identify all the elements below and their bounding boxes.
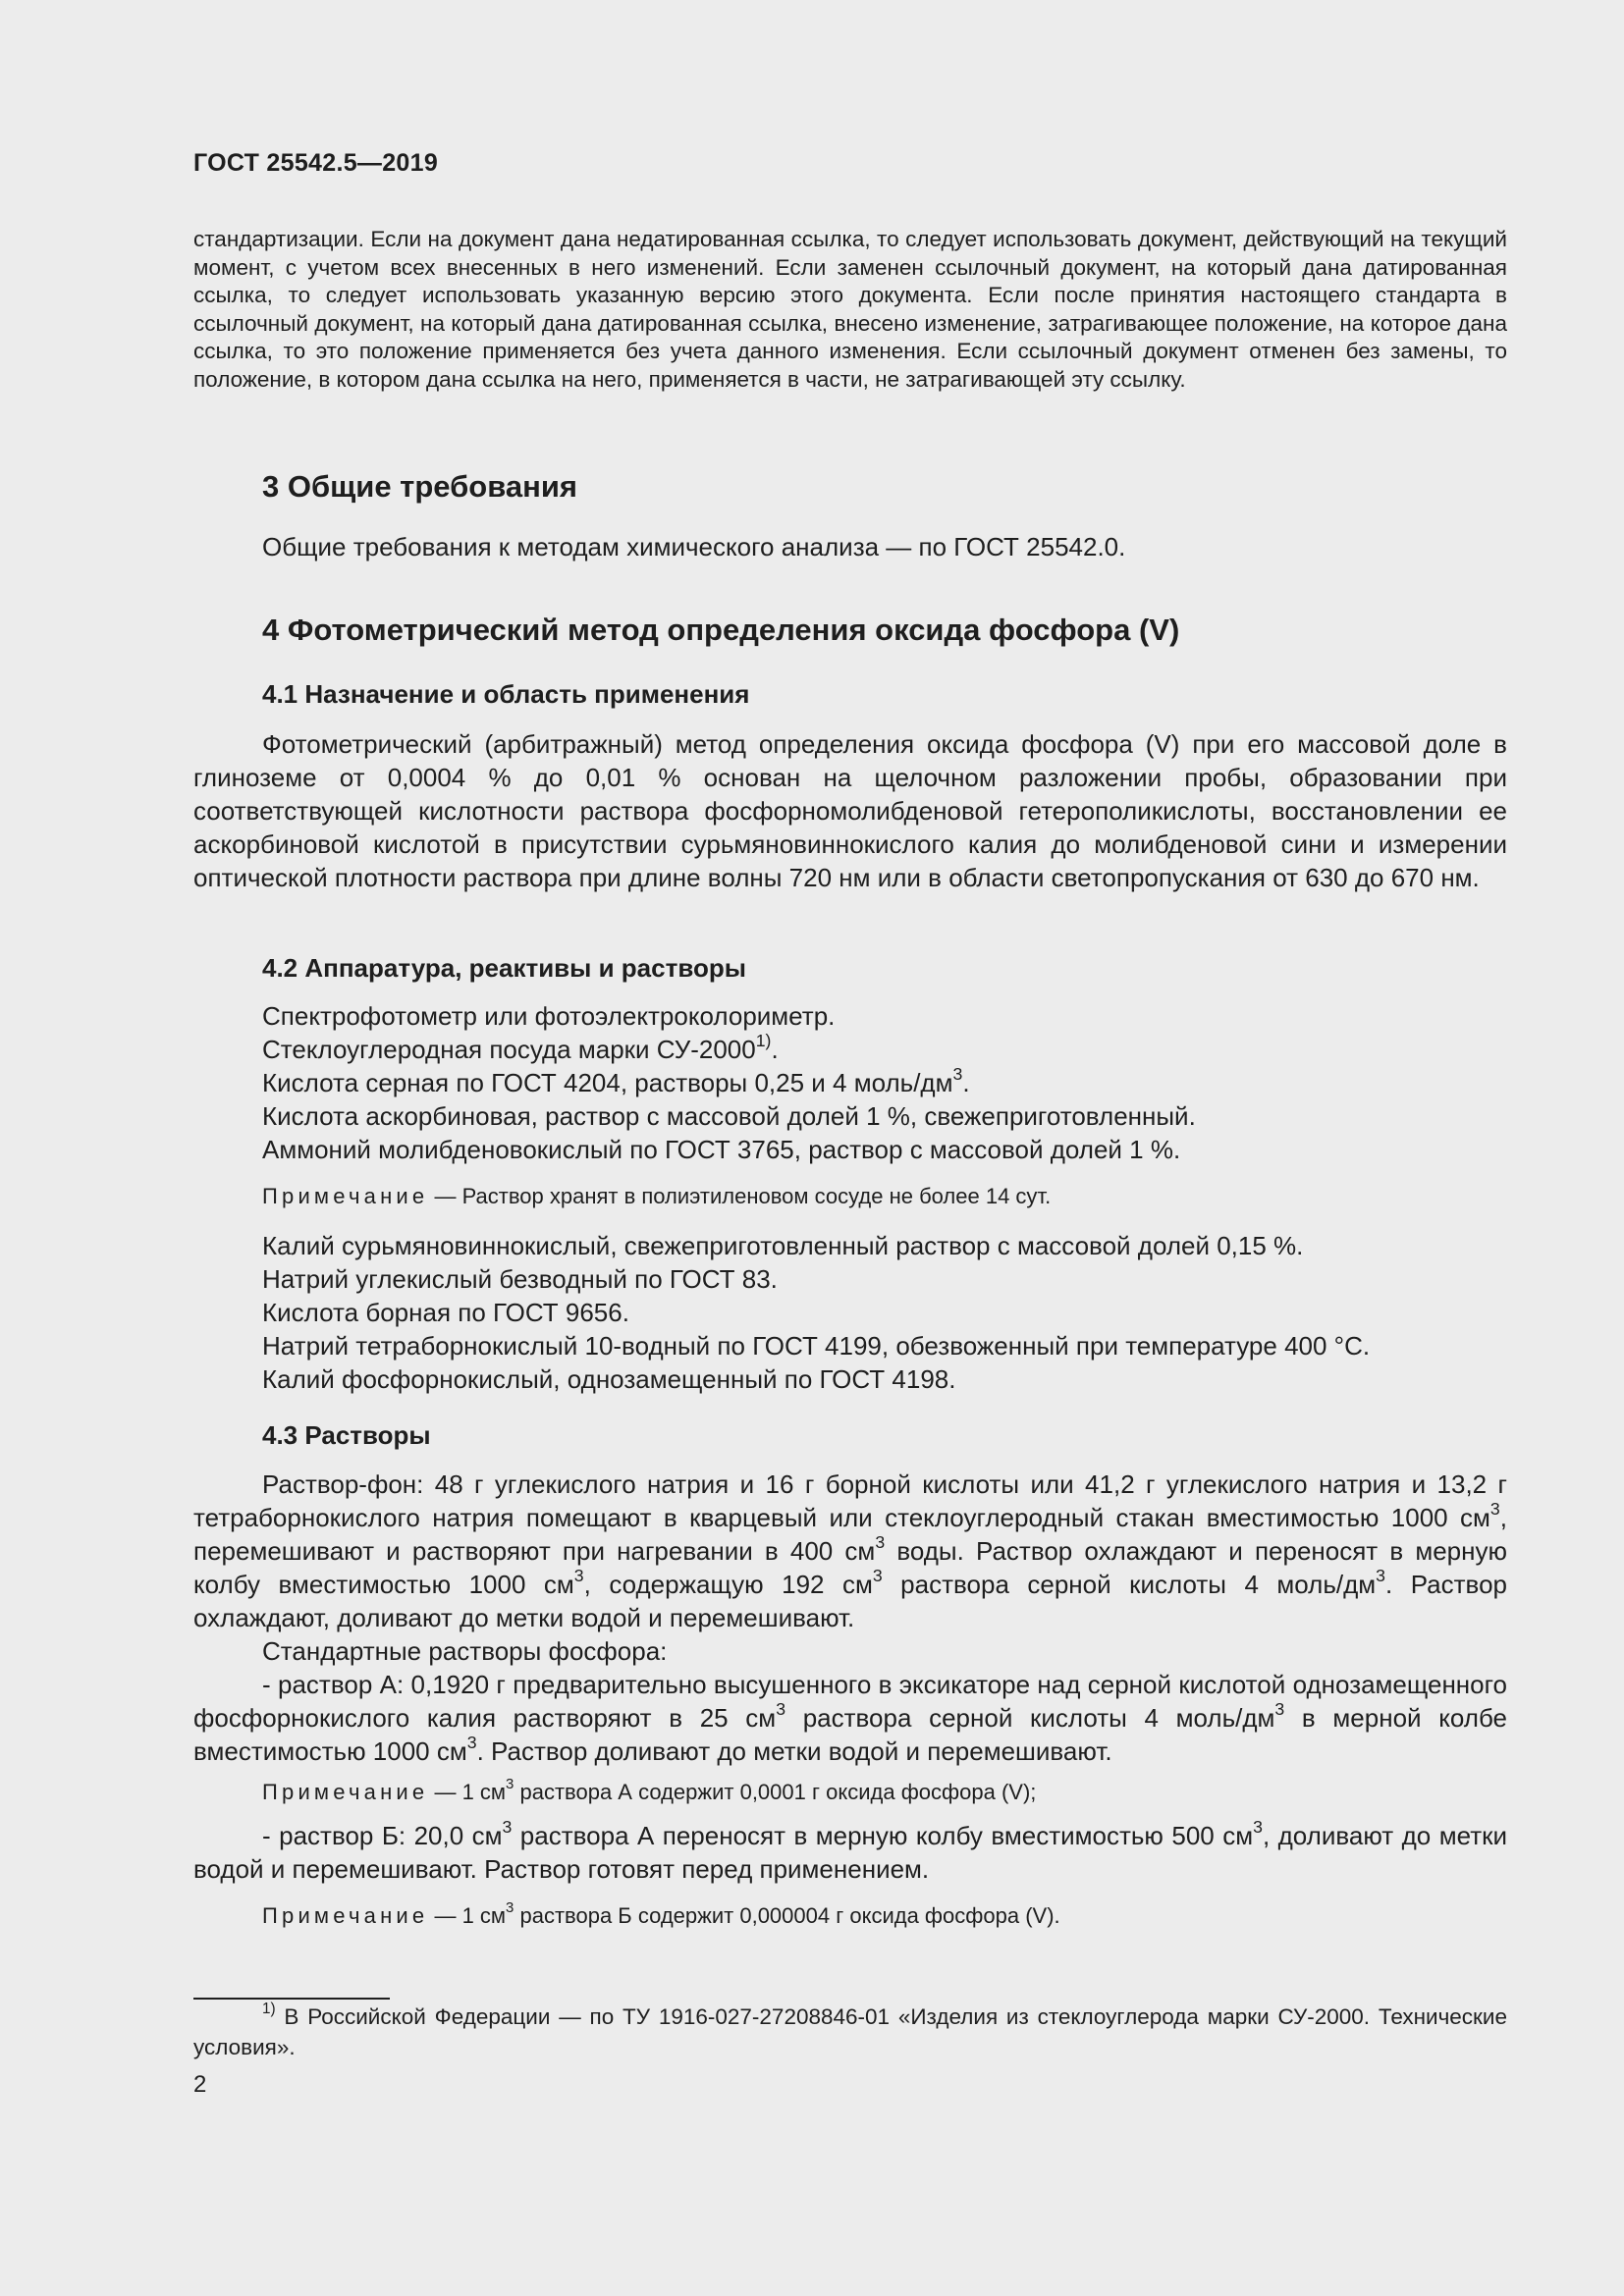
note-storage: Примечание — Раствор хранят в полиэтиленовом сосуде не более 14 сут. xyxy=(262,1184,1052,1208)
section-3-title: 3 Общие требования xyxy=(262,469,577,504)
note-solution-a: Примечание — 1 $см^3$ раствора А содержит 0,0001 г оксида фосфора (V); xyxy=(262,1776,1037,1804)
list-item: Спектрофотометр или фотоэлектроколориметр. xyxy=(262,1001,836,1031)
subsection-4-2-title-block xyxy=(193,953,1576,984)
background-solution-paragraph: Раствор-фон: 48 г углекислого натрия и 16 г борной кислоты или 41,2 г углекислого натрия и 13,2 г тетраборнокислого натрия помещают в кварцевый или стеклоуглеродный стакан вместимостью 1000 $см^3$, перемешивают и растворяют при нагревании в 400 $см^3$ воды. Раствор охлаждают и переносят в мерную колбу вместимостью 1000 $см^3$, содержащую 192 $см^3$ раствора серной кислоты 4 моль/$дм^3$. Раствор охлаждают, доливают до метки водой и перемешивают. xyxy=(193,1469,1507,1632)
document-code-header: ГОСТ 25542.5—2019 xyxy=(193,149,439,177)
section-4-title: 4 Фотометрический метод определения оксида фосфора (V) xyxy=(262,613,1180,647)
note-solution-b: Примечание — 1 $см^3$ раствора Б содержит 0,000004 г оксида фосфора (V). xyxy=(262,1899,1060,1928)
note-label: Примечание xyxy=(262,1903,429,1928)
list-item: Кислота борная по ГОСТ 9656. xyxy=(262,1298,629,1327)
list-item: Натрий тетраборнокислый 10-водный по ГОСТ 4199, обезвоженный при температуре 400 °С. xyxy=(262,1331,1371,1361)
reagents-list xyxy=(193,1229,1576,1396)
list-item: Кислота аскорбиновая, раствор с массовой долей 1 %, свежеприготовленный. xyxy=(262,1101,1196,1131)
subsection-4-3-title: 4.3 Растворы xyxy=(262,1420,431,1450)
list-item: Аммоний молибденовокислый по ГОСТ 3765, раствор с массовой долей 1 %. xyxy=(262,1135,1181,1164)
section-4-title-block xyxy=(193,613,1576,648)
solution-a-paragraph: - раствор А: 0,1920 г предварительно высушенного в эксикаторе над серной кислотой однозамещенного фосфорнокислого калия растворяют в 25 $см^3$ раствора серной кислоты 4 моль/$дм^3$ в мерной колбе вместимостью 1000 $см^3$. Раствор доливают до метки водой и перемешивают. xyxy=(193,1670,1507,1766)
standard-solutions-heading: Стандартные растворы фосфора: xyxy=(262,1636,668,1666)
section-3-text: Общие требования к методам химического анализа — по ГОСТ 25542.0. xyxy=(262,532,1126,561)
footnote-marker: 1) xyxy=(262,2001,276,2018)
solution-b-paragraph: - раствор Б: 20,0 $см^3$ раствора А переносят в мерную колбу вместимостью 500 $см^3$, доливают до метки водой и перемешивают. Раствор готовят перед применением. xyxy=(193,1816,1507,1884)
subsection-4-3-title-block xyxy=(193,1420,1576,1451)
note-label: Примечание xyxy=(262,1184,429,1208)
equipment-list xyxy=(193,999,1576,1166)
list-item: Стеклоуглеродная посуда марки СУ-2000$^{1)}$. xyxy=(262,1030,779,1064)
intro-paragraph: стандартизации. Если на документ дана недатированная ссылка, то следует использовать документ, действующий на текущий момент, с учетом всех внесенных в него изменений. Если заменен ссылочный документ, на который дана датированная ссылка, то следует использовать указанную версию этого документа. Если после принятия настоящего стандарта в ссылочный документ, на который дана датированная ссылка, внесено изменение, затрагивающее положение, на которое дана ссылка, то это положение применяется без учета данного изменения. Если ссылочный документ отменен без замены, то положение, в котором дана ссылка на него, применяется в части, не затрагивающей эту ссылку. xyxy=(193,227,1507,392)
list-item: Калий фосфорнокислый, однозамещенный по ГОСТ 4198. xyxy=(262,1364,956,1394)
section-3-title-block xyxy=(193,469,1576,505)
subsection-4-2-title: 4.2 Аппаратура, реактивы и растворы xyxy=(262,953,746,983)
note-label: Примечание xyxy=(262,1780,429,1804)
list-item: Натрий углекислый безводный по ГОСТ 83. xyxy=(262,1264,778,1294)
footnote: $^{1)}$ В Российской Федерации — по ТУ 1916-027-27208846-01 «Изделия из стеклоуглерода марки СУ-2000. Технические условия». xyxy=(193,2001,1507,2059)
page-number: 2 xyxy=(193,2071,207,2098)
subsection-4-1-title-block xyxy=(193,679,1576,710)
subsection-4-1-title: 4.1 Назначение и область применения xyxy=(262,679,750,709)
list-item: Калий сурьмяновиннокислый, свежеприготовленный раствор с массовой долей 0,15 %. xyxy=(262,1231,1304,1260)
list-item: Кислота серная по ГОСТ 4204, растворы 0,25 и 4 моль/$дм^3$. xyxy=(262,1063,970,1097)
footnote-divider xyxy=(193,1998,390,2000)
subsection-4-1-text: Фотометрический (арбитражный) метод определения оксида фосфора (V) при его массовой доле в глиноземе от 0,0004 % до 0,01 % основан на щелочном разложении пробы, образовании при соответствующей кислотности раствора фосфорномолибденовой гетерополикислоты, восстановлении ее аскорбиновой кислотой в присутствии сурьмяновиннокислого калия до молибденовой сини и измерении оптической плотности раствора при длине волны 720 нм или в области светопропускания от 630 до 670 нм. xyxy=(193,729,1507,892)
